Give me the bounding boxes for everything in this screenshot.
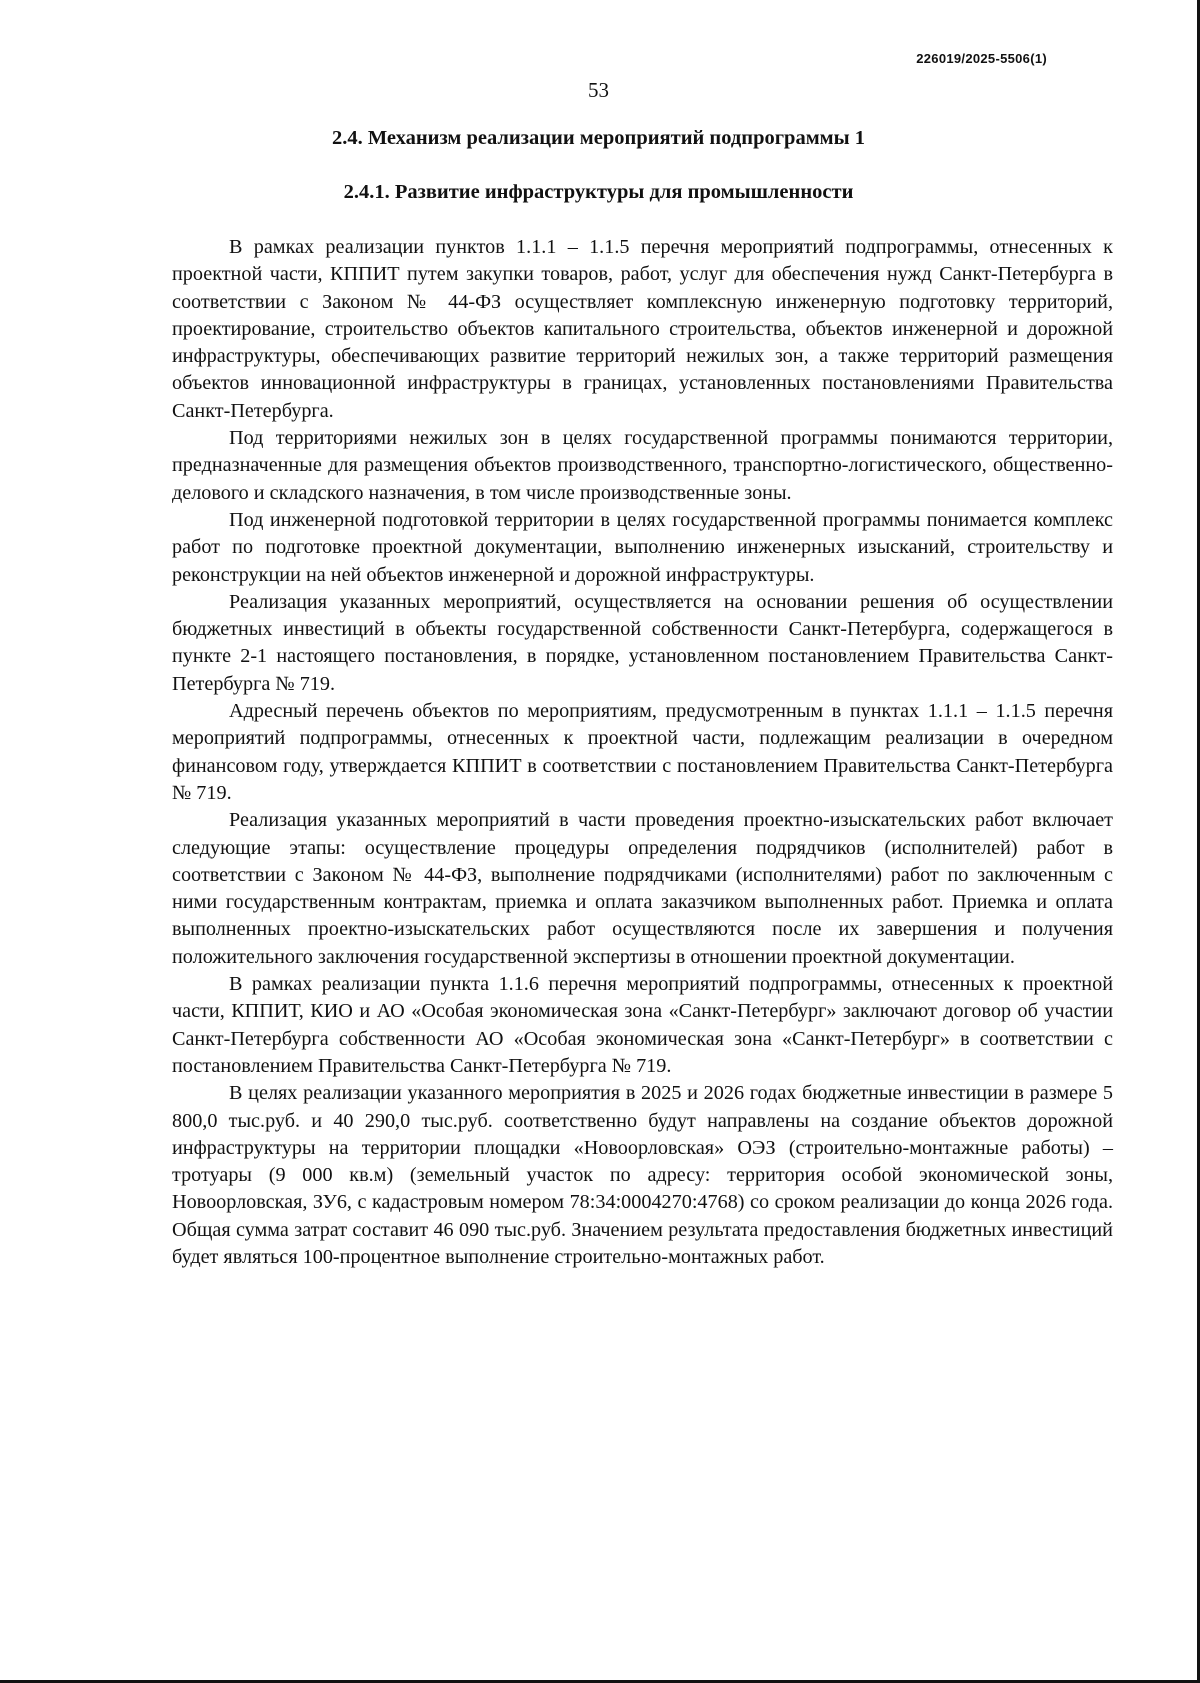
section-heading: 2.4. Механизм реализации мероприятий подпрограммы 1: [331, 127, 866, 149]
paragraph: В рамках реализации пунктов 1.1.1 – 1.1.5 перечня мероприятий подпрограммы, отнесенных к проектной части, КППИТ путем закупки товаров, работ, услуг для обеспечения нужд Санкт-Петербурга в соответствии с Законом № 44-ФЗ осуществляет комплексную инженерную подготовку территорий, проектирование, строительство объектов капитального строительства, объектов инженерной и дорожной инфраструктуры, обеспечивающих развитие территорий нежилых зон, а также территорий размещения объектов инновационной инфраструктуры в границах, установленных постановлениями Правительства Санкт-Петербурга.: [172, 236, 1113, 422]
paragraph: Под инженерной подготовкой территории в целях государственной программы понимается комплекс работ по подготовке проектной документации, выполнению инженерных изысканий, строительству и реконструкции на ней объектов инженерной и дорожной инфраструктуры.: [172, 508, 1113, 586]
subsection-heading: 2.4.1. Развитие инфраструктуры для промышленности: [343, 181, 854, 203]
paragraph: В рамках реализации пункта 1.1.6 перечня мероприятий подпрограммы, отнесенных к проектной части, КППИТ, КИО и АО «Особая экономическая зона «Санкт-Петербург» заключают договор об участии Санкт-Петербурга собственности АО «Особая экономическая зона «Санкт-Петербург» в соответствии с постановлением Правительства Санкт-Петербурга № 719.: [172, 973, 1113, 1077]
paragraph: Реализация указанных мероприятий в части проведения проектно-изыскательских работ включает следующие этапы: осуществление процедуры определения подрядчиков (исполнителей) работ в соответствии с Законом № 44-ФЗ, выполнение подрядчиками (исполнителями) работ по заключенным с ними государственным контрактам, приемка и оплата заказчиком выполненных работ. Приемка и оплата выполненных проектно-изыскательских работ осуществляются после их завершения и получения положительного заключения государственной экспертизы в отношении проектной документации.: [172, 809, 1113, 968]
document-body: [172, 234, 1113, 1271]
paragraph: Под территориями нежилых зон в целях государственной программы понимаются территории, предназначенные для размещения объектов производственного, транспортно-логистического, общественно-делового и складского назначения, в том числе производственные зоны.: [172, 427, 1113, 504]
paragraph: Адресный перечень объектов по мероприятиям, предусмотренным в пунктах 1.1.1 – 1.1.5 перечня мероприятий подпрограммы, отнесенных к проектной части, подлежащим реализации в очередном финансовом году, утверждается КППИТ в соответствии с постановлением Правительства Санкт-Петербурга № 719.: [172, 700, 1113, 804]
paragraph: В целях реализации указанного мероприятия в 2025 и 2026 годах бюджетные инвестиции в размере 5 800,0 тыс.руб. и 40 290,0 тыс.руб. соответственно будут направлены на создание объектов дорожной инфраструктуры на территории площадки «Новоорловская» ОЭЗ (строительно-монтажные работы) – тротуары (9 000 кв.м) (земельный участок по адресу: территория особой экономической зоны, Новоорловская, ЗУ6, с кадастровым номером 78:34:0004270:4768) со сроком реализации до конца 2026 года. Общая сумма затрат составит 46 090 тыс.руб. Значением результата предоставления бюджетных инвестиций будет являться 100-процентное выполнение строительно-монтажных работ.: [172, 1082, 1113, 1268]
paragraph: Реализация указанных мероприятий, осуществляется на основании решения об осуществлении бюджетных инвестиций в объекты государственной собственности Санкт-Петербурга, содержащегося в пункте 2-1 настоящего постановления, в порядке, установленном постановлением Правительства Санкт-Петербурга № 719.: [172, 590, 1113, 695]
page-number: 53: [588, 78, 609, 102]
document-id: 226019/2025-5506(1): [916, 51, 1047, 66]
